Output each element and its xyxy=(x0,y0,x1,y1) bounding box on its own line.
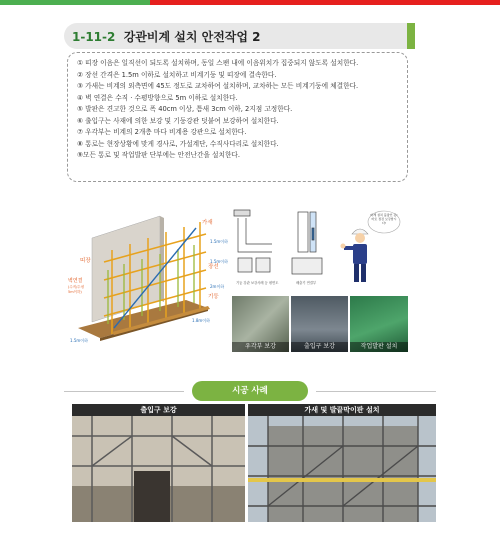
small-photo-strip xyxy=(232,296,408,352)
label-brace: 가새 xyxy=(202,220,213,226)
label-wall-tie-detail: (수직/수평 xyxy=(68,285,85,289)
example-photo-entrance xyxy=(72,416,245,522)
section-title-text: 강관비계 설치 안전작업 2 xyxy=(123,30,261,44)
rule-4: ④ 벽 연결은 수직 · 수평방향으로 5m 이하로 설치한다. xyxy=(77,93,238,102)
photo-work-platform xyxy=(350,296,408,352)
label-dim-2: 1.5m이하 xyxy=(210,259,228,264)
example-caption-1: 출입구 보강 xyxy=(72,404,245,417)
rule-9: ⑨모든 통로 및 작업발판 단부에는 안전난간을 설치한다. xyxy=(77,151,240,159)
examples-title: 시공 사례 xyxy=(192,381,308,401)
divider-right xyxy=(316,391,436,392)
scaffold-illustration xyxy=(68,210,230,345)
label-post-joint: 장선 xyxy=(208,264,219,270)
rule-1: ① 띠장 이음은 일직선이 되도록 설치하며, 동일 스팬 내에 이음위치가 집중되지 않도록 설치한다. xyxy=(77,59,359,67)
example-caption-2: 가새 및 발끝막이판 설치 xyxy=(248,404,436,417)
divider-left xyxy=(64,391,184,392)
rule-2: ② 장선 간격은 1.5m 이하로 설치하고 비계기둥 및 띠장에 결속한다. xyxy=(77,70,277,79)
worker-icon xyxy=(341,229,369,282)
label-span: 1.8m이하 xyxy=(192,318,210,323)
speech-bubble-text: 비계 설치 불량인 곳! 바로 점검 보강합시다! xyxy=(370,213,398,225)
plan-diagrams xyxy=(232,208,402,288)
label-dim-1: 1.5m이하 xyxy=(210,239,228,244)
rule-5: ⑤ 발판은 견고한 것으로 폭 40cm 이상, 틈새 3cm 이하, 2지점 고정한다. xyxy=(77,105,293,113)
label-wall-tie: 벽연결 xyxy=(68,278,83,284)
label-dim-3: 2m이하 xyxy=(210,284,225,289)
rule-8: ⑧ 통로는 현장상황에 맞게 경사로, 가설계단, 수직사다리로 설치한다. xyxy=(77,139,279,148)
rule-6: ⑥ 출입구는 사재에 의한 보강 및 기둥강관 덧붙여 보강하여 설치한다. xyxy=(77,116,279,125)
section-title-bar xyxy=(64,23,412,49)
label-standard: 기둥 xyxy=(208,294,219,300)
rule-7: ⑦ 우각부는 비계의 2개층 마다 비계용 강관으로 설치한다. xyxy=(77,128,247,136)
label-wall-tie-detail-2: 5m이하) xyxy=(68,290,82,294)
section-number: 1-11-2 xyxy=(72,30,116,44)
caption-left-diagram: 기둥 강관 보강사례 등 평면도 xyxy=(236,281,279,285)
photo-entrance-reinforcement xyxy=(291,296,348,352)
photo-caption-1: 우각부 보강 xyxy=(232,342,289,352)
rule-3: ③ 가새는 비계의 외측면에 45도 정도로 교차하여 설치하며, 교차하는 모든 비계기둥에 체결한다. xyxy=(77,82,359,90)
photo-caption-2: 출입구 보강 xyxy=(291,342,348,352)
section-title xyxy=(72,28,261,45)
rules-list xyxy=(77,58,407,162)
photo-caption-3: 작업발판 설치 xyxy=(350,342,408,352)
title-accent-cap xyxy=(407,23,415,49)
label-ledger: 띠장 xyxy=(80,258,91,264)
label-base: 1.5m이하 xyxy=(70,338,88,343)
photo-corner-reinforcement xyxy=(232,296,289,352)
example-photo-brace-toeboard xyxy=(248,416,436,522)
top-color-bar xyxy=(0,0,500,5)
caption-right-diagram: 배출기 연결부 xyxy=(296,281,317,285)
